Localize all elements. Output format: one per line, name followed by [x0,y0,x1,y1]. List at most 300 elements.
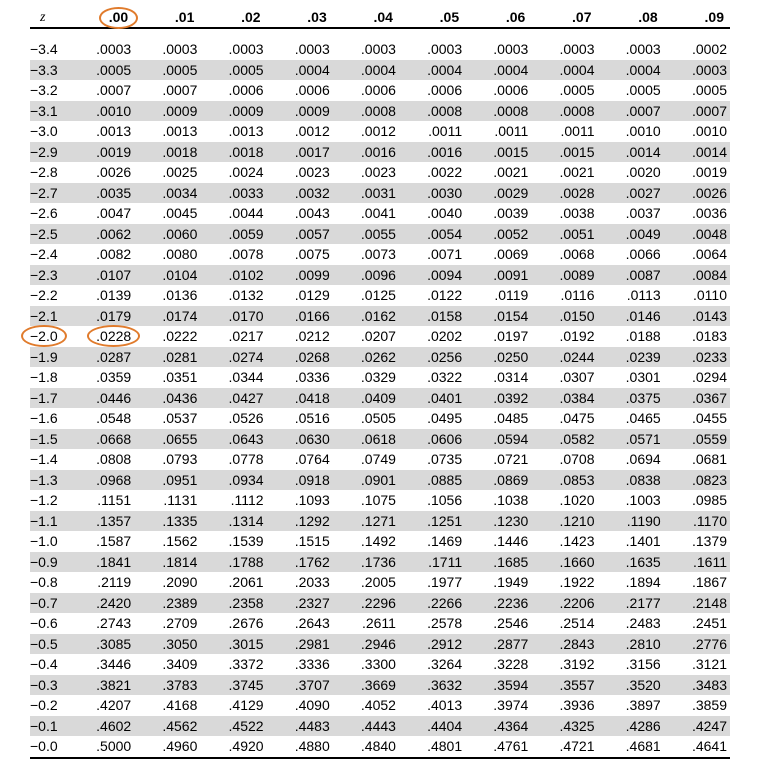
probability-cell: .0268 [267,347,333,368]
table-row [30,101,730,122]
z-value-cell: −2.3 [30,265,68,286]
probability-cell: .0016 [399,142,465,163]
column-header: .01 [174,9,195,25]
probability-cell: .3707 [267,675,333,696]
probability-cell: .0003 [493,41,529,57]
probability-cell: .0005 [625,82,661,98]
probability-cell: .1469 [427,533,463,549]
probability-cell: .4840 [360,738,396,754]
probability-cell: .2611 [361,615,396,631]
probability-cell: .4325 [531,716,597,737]
z-value-cell: −2.5 [30,224,68,245]
probability-cell: .0559 [664,429,730,450]
probability-cell: .0003 [360,41,396,57]
probability-cell: .0375 [598,388,664,409]
probability-cell: .0057 [267,224,333,245]
probability-cell: .4641 [691,738,727,754]
probability-cell: .0011 [560,123,595,139]
table-row [30,470,730,491]
probability-cell: .0526 [228,410,264,426]
probability-cell: .0918 [267,470,333,491]
probability-cell: .0007 [96,82,132,98]
table-row [30,326,730,347]
z-value-cell: −3.4 [30,41,58,57]
probability-cell: .3300 [360,656,396,672]
probability-cell: .1562 [162,533,198,549]
probability-cell: .3859 [691,697,727,713]
probability-cell: .2877 [465,634,531,655]
probability-cell: .1762 [267,552,333,573]
table-row [30,572,730,593]
probability-cell: .4562 [134,716,200,737]
probability-cell: .0022 [427,164,463,180]
probability-cell: .0582 [531,429,597,450]
probability-cell: .0009 [200,101,266,122]
probability-cell: .2358 [200,593,266,614]
probability-cell: .0030 [399,183,465,204]
probability-cell: .0735 [427,451,463,467]
table-row [30,121,730,142]
probability-cell: .1515 [294,533,330,549]
table-row [30,244,730,265]
probability-cell: .0968 [68,470,134,491]
probability-cell: .0012 [294,123,330,139]
probability-cell: .0708 [559,451,595,467]
probability-cell: .0006 [427,82,463,98]
probability-cell: .0008 [531,101,597,122]
probability-cell: .3228 [493,656,529,672]
probability-cell: .0006 [294,82,330,98]
table-row [30,552,730,573]
probability-cell: .0028 [531,183,597,204]
probability-cell: .4443 [333,716,399,737]
probability-cell: .0003 [228,41,264,57]
probability-cell: .2420 [68,593,134,614]
probability-cell: .0007 [162,82,198,98]
probability-cell: .0188 [625,328,661,344]
probability-cell: .0548 [96,410,132,426]
table-row [30,388,730,409]
probability-cell: .1492 [360,533,396,549]
probability-cell: .1112 [230,492,264,508]
z-value-cell: −0.2 [30,697,58,713]
probability-cell: .0122 [427,287,463,303]
z-value-cell: −0.9 [30,552,68,573]
probability-cell: .0778 [228,451,264,467]
z-value-cell: −2.6 [30,205,58,221]
probability-cell: .4090 [294,697,330,713]
probability-cell: .0021 [493,164,529,180]
probability-cell: .2843 [531,634,597,655]
z-value-cell: −0.6 [30,615,58,631]
table-row [30,695,730,716]
probability-cell: .2676 [228,615,264,631]
probability-cell: .0004 [531,60,597,81]
table-row [30,429,730,450]
table-row [30,490,730,511]
probability-cell: .0823 [664,470,730,491]
probability-cell: .3121 [691,656,727,672]
probability-cell: .2206 [531,593,597,614]
table-row [30,593,730,614]
probability-cell: .0094 [399,265,465,286]
probability-cell: .0080 [162,246,198,262]
probability-cell: .2776 [664,634,730,655]
probability-cell: .0055 [333,224,399,245]
probability-cell: .0594 [465,429,531,450]
table-row [30,183,730,204]
probability-cell: .1423 [559,533,595,549]
probability-cell: .1314 [200,511,266,532]
probability-cell: .0038 [559,205,595,221]
probability-cell: .4920 [228,738,264,754]
probability-cell: .2236 [465,593,531,614]
probability-cell: .0951 [134,470,200,491]
probability-cell: .1401 [625,533,661,549]
probability-cell: .0007 [598,101,664,122]
probability-cell: .0011 [428,123,463,139]
probability-cell: .0455 [691,410,727,426]
z-value-cell: −2.4 [30,246,58,262]
z-value-cell: −2.1 [30,306,68,327]
probability-cell: .4364 [465,716,531,737]
probability-cell: .0013 [162,123,198,139]
probability-cell: .0068 [559,246,595,262]
z-value-cell: −1.8 [30,369,58,385]
probability-cell: .2981 [267,634,333,655]
probability-cell: .0014 [664,142,730,163]
probability-cell: .0256 [399,347,465,368]
probability-cell: .0017 [267,142,333,163]
probability-cell: .0668 [68,429,134,450]
probability-cell: .0721 [493,451,529,467]
z-value-cell: −3.3 [30,60,68,81]
probability-cell: .0119 [494,287,529,303]
z-value-cell: −0.0 [30,738,58,754]
column-header: .07 [572,9,592,25]
probability-cell: .1949 [493,574,529,590]
probability-cell: .0018 [134,142,200,163]
table-row [30,531,730,552]
probability-cell: .1170 [664,511,730,532]
probability-cell: .0010 [691,123,727,139]
probability-cell: .0808 [96,451,132,467]
probability-cell: .0021 [559,164,595,180]
probability-cell: .0078 [228,246,264,262]
table-row [30,142,730,163]
probability-cell: .0475 [559,410,595,426]
probability-cell: .5000 [96,738,132,754]
probability-cell: .4801 [427,738,463,754]
probability-cell: .0023 [360,164,396,180]
probability-cell: .0004 [598,60,664,81]
probability-cell: .0008 [465,101,531,122]
probability-cell: .0071 [427,246,463,262]
probability-cell: .0073 [360,246,396,262]
probability-cell: .0104 [134,265,200,286]
header-spacer [30,28,730,39]
probability-cell: .0082 [96,246,132,262]
probability-cell: .4960 [162,738,198,754]
probability-cell: .4522 [200,716,266,737]
probability-cell: .0027 [598,183,664,204]
probability-cell: .0630 [267,429,333,450]
probability-cell: .0102 [200,265,266,286]
probability-cell: .0007 [664,101,730,122]
z-value-cell: −0.3 [30,675,68,696]
probability-cell: .3783 [134,675,200,696]
probability-cell: .0143 [664,306,730,327]
probability-cell: .3897 [625,697,661,713]
probability-cell: .0044 [228,205,264,221]
probability-cell: .0005 [68,60,134,81]
probability-cell: .0047 [96,205,132,221]
probability-cell: .0139 [96,287,132,303]
probability-cell: .3336 [294,656,330,672]
probability-cell: .0207 [360,328,396,344]
probability-cell: .0005 [200,60,266,81]
probability-cell: .0694 [625,451,661,467]
probability-cell: .3085 [68,634,134,655]
probability-cell: .0029 [465,183,531,204]
probability-cell: .0146 [598,306,664,327]
table-row [30,675,730,696]
probability-cell: .3974 [493,697,529,713]
probability-cell: .3446 [96,656,132,672]
probability-cell: .0154 [465,306,531,327]
z-value-cell: −0.8 [30,574,58,590]
probability-cell: .0116 [560,287,595,303]
table-row [30,408,730,429]
probability-cell: .0446 [68,388,134,409]
probability-cell: .0110 [693,287,727,303]
probability-cell: .0359 [96,369,132,385]
table-row [30,511,730,532]
probability-cell: .3015 [200,634,266,655]
probability-cell: .0158 [399,306,465,327]
z-value-cell: −0.1 [30,716,68,737]
probability-cell: .0008 [399,101,465,122]
probability-cell: .0885 [399,470,465,491]
probability-cell: .0096 [333,265,399,286]
table-row [30,203,730,224]
probability-cell: .0212 [294,328,330,344]
probability-cell: .0015 [531,142,597,163]
probability-cell: .4880 [294,738,330,754]
probability-cell: .1379 [691,533,727,549]
probability-cell: .0035 [68,183,134,204]
probability-cell: .0032 [267,183,333,204]
probability-cell: .0089 [531,265,597,286]
probability-cell: .0051 [531,224,597,245]
z-value-cell: −2.2 [30,287,58,303]
probability-cell: .2546 [493,615,529,631]
table-body [30,28,730,758]
probability-cell: .2033 [294,574,330,590]
probability-cell: .3372 [228,656,264,672]
probability-cell: .2514 [559,615,595,631]
probability-cell: .0014 [598,142,664,163]
probability-cell: .0036 [691,205,727,221]
probability-cell: .0228 [96,328,132,344]
probability-cell: .1539 [228,533,264,549]
probability-cell: .1894 [625,574,661,590]
probability-cell: .0004 [267,60,333,81]
probability-cell: .0006 [228,82,264,98]
probability-cell: .3156 [625,656,661,672]
probability-cell: .0764 [294,451,330,467]
probability-cell: .0019 [691,164,727,180]
probability-cell: .2296 [333,593,399,614]
probability-cell: .0020 [625,164,661,180]
probability-cell: .0179 [68,306,134,327]
probability-cell: .0516 [294,410,330,426]
probability-cell: .1038 [493,492,529,508]
probability-cell: .0749 [360,451,396,467]
probability-cell: .0132 [228,287,264,303]
table-row [30,347,730,368]
probability-cell: .1922 [559,574,595,590]
probability-cell: .0681 [691,451,727,467]
probability-cell: .0034 [134,183,200,204]
probability-cell: .0170 [200,306,266,327]
probability-cell: .2177 [598,593,664,614]
probability-cell: .3669 [333,675,399,696]
probability-cell: .0010 [625,123,661,139]
table-row [30,285,730,306]
probability-cell: .3594 [465,675,531,696]
probability-cell: .0059 [200,224,266,245]
probability-cell: .4286 [598,716,664,737]
probability-cell: .0066 [625,246,661,262]
probability-cell: .1271 [333,511,399,532]
probability-cell: .0392 [465,388,531,409]
table-row [30,306,730,327]
probability-cell: .1357 [68,511,134,532]
probability-cell: .3409 [162,656,198,672]
probability-cell: .3483 [664,675,730,696]
probability-cell: .1635 [598,552,664,573]
probability-cell: .1003 [625,492,661,508]
z-value-cell: −1.7 [30,388,68,409]
probability-cell: .0192 [559,328,595,344]
probability-cell: .0009 [134,101,200,122]
probability-cell: .4721 [559,738,595,754]
z-value-cell: −1.1 [30,511,68,532]
z-table [30,8,730,759]
probability-cell: .1788 [200,552,266,573]
probability-cell: .4761 [493,738,529,754]
probability-cell: .0062 [68,224,134,245]
probability-cell: .2005 [360,574,396,590]
probability-cell: .0495 [427,410,463,426]
probability-cell: .0018 [200,142,266,163]
probability-cell: .0197 [493,328,529,344]
probability-cell: .0401 [399,388,465,409]
probability-cell: .1867 [691,574,727,590]
column-header: .03 [307,9,327,25]
probability-cell: .0294 [691,369,727,385]
probability-cell: .0024 [228,164,264,180]
table-row [30,367,730,388]
probability-cell: .3192 [559,656,595,672]
probability-cell: .0336 [294,369,330,385]
probability-cell: .0041 [360,205,396,221]
probability-cell: .0244 [531,347,597,368]
probability-cell: .1190 [598,511,664,532]
probability-cell: .0901 [333,470,399,491]
table-row [30,634,730,655]
probability-cell: .0064 [691,246,727,262]
probability-cell: .0436 [134,388,200,409]
z-value-cell: −3.1 [30,101,68,122]
probability-cell: .0262 [333,347,399,368]
probability-cell: .0003 [664,60,730,81]
probability-cell: .0344 [228,369,264,385]
probability-cell: .2266 [399,593,465,614]
probability-cell: .0853 [531,470,597,491]
probability-cell: .2483 [625,615,661,631]
probability-cell: .0571 [598,429,664,450]
probability-cell: .0099 [267,265,333,286]
probability-cell: .3632 [399,675,465,696]
probability-cell: .0409 [333,388,399,409]
probability-cell: .2451 [691,615,727,631]
probability-cell: .0003 [294,41,330,57]
probability-cell: .0427 [200,388,266,409]
probability-cell: .0239 [598,347,664,368]
probability-cell: .2090 [162,574,198,590]
probability-cell: .2148 [664,593,730,614]
z-value-cell: −2.7 [30,183,68,204]
table-row [30,654,730,675]
probability-cell: .2061 [228,574,264,590]
table-row [30,39,730,60]
probability-cell: .0037 [625,205,661,221]
probability-cell: .0222 [162,328,198,344]
probability-cell: .0367 [664,388,730,409]
z-value-cell: −0.7 [30,593,68,614]
probability-cell: .0013 [96,123,132,139]
probability-cell: .0040 [427,205,463,221]
probability-cell: .0934 [200,470,266,491]
probability-cell: .4168 [162,697,198,713]
probability-cell: .0233 [664,347,730,368]
probability-cell: .0505 [360,410,396,426]
table-row [30,736,730,758]
probability-cell: .0301 [625,369,661,385]
probability-cell: .0655 [134,429,200,450]
z-value-cell: −3.2 [30,82,58,98]
probability-cell: .0004 [399,60,465,81]
probability-cell: .1292 [267,511,333,532]
probability-cell: .2327 [267,593,333,614]
probability-cell: .1075 [360,492,396,508]
probability-cell: .2119 [97,574,132,590]
probability-cell: .0606 [399,429,465,450]
probability-cell: .0003 [96,41,132,57]
probability-cell: .0793 [162,451,198,467]
probability-cell: .0618 [333,429,399,450]
z-value-cell: −2.9 [30,142,68,163]
table-row [30,162,730,183]
probability-cell: .0048 [664,224,730,245]
probability-cell: .3050 [134,634,200,655]
probability-cell: .2643 [294,615,330,631]
probability-cell: .0002 [691,41,727,57]
z-value-cell: −1.3 [30,470,68,491]
probability-cell: .0005 [134,60,200,81]
